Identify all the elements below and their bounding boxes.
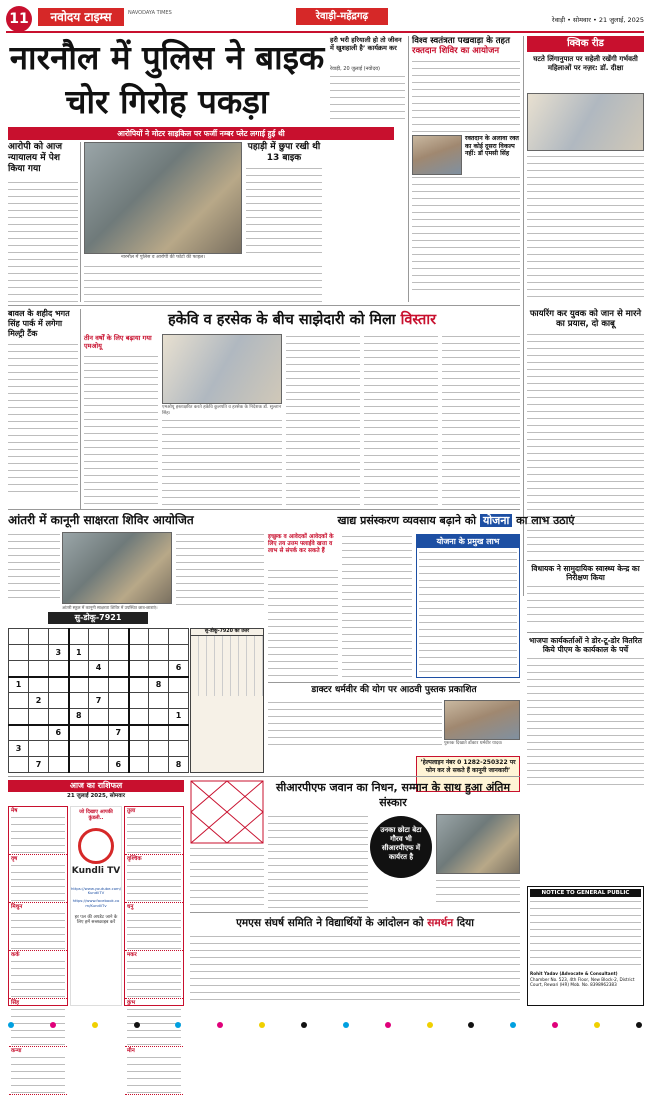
edition-date: रेवाड़ी • सोमवार • 21 जुलाई, 2025 <box>551 16 644 24</box>
poster-subhead: रक्तदान के अलावा रक्त का कोई दूसरा विकल्प नहीं: डॉ एमसी सिंह <box>465 135 519 157</box>
sudoku-cell: 8 <box>149 677 169 693</box>
food-headline-3: का लाभ उठाएं <box>516 514 575 527</box>
lead-headline: नारनौल में पुलिस ने बाइक चोर गिरोह पकड़ा <box>9 38 325 121</box>
sudoku-cell <box>49 629 69 645</box>
rashifal-sign-name: सिंह <box>11 1000 20 1006</box>
sudoku-cell <box>69 757 89 773</box>
rashifal-sign-name: तुला <box>127 808 136 814</box>
bjp-title: भाजपा कार्यकर्ताओं ने डोर-टू-डोर वितरित किये पीएम के कार्यकाल के पर्चे <box>528 636 642 654</box>
health-title: विधायक ने सामुदायिक स्वास्थ्य केन्द्र का निरीक्षण किया <box>531 564 640 582</box>
food-benefits-title: योजना के प्रमुख लाभ <box>417 535 519 548</box>
sudoku-cell <box>69 693 89 709</box>
sudoku-cell <box>149 645 169 661</box>
poster-title-2: रक्तदान शिविर का आयोजन <box>412 46 500 56</box>
rashifal-sign <box>125 951 183 999</box>
kundli-block <box>70 806 122 1006</box>
sudoku-cell <box>89 757 109 773</box>
sudoku-cell: 8 <box>169 757 189 773</box>
rashifal-sign <box>125 807 183 855</box>
poster-photo <box>412 135 462 175</box>
masthead <box>0 0 650 34</box>
health-story <box>527 564 644 630</box>
rashifal-right-col <box>124 806 184 1054</box>
sudoku-cell <box>9 709 29 725</box>
sudoku-cell <box>89 645 109 661</box>
poster-title-1: विश्व स्वतंत्रता पखवाड़ा के तहत <box>412 36 510 46</box>
sudoku-cell <box>129 757 149 773</box>
sudoku-cell <box>109 693 129 709</box>
nsui-headline <box>190 914 520 932</box>
sudoku-cell: 6 <box>169 661 189 677</box>
bjp-story <box>527 636 644 806</box>
sudoku-cell <box>29 629 49 645</box>
sudoku-cell: 8 <box>69 709 89 725</box>
sudoku-cell <box>49 741 69 757</box>
legal-photo <box>62 532 172 604</box>
food-headline <box>268 512 644 530</box>
bawal-title: बावल के शहीद भगत सिंह पार्क में लगेगा मिल्ट्री टैंक <box>8 309 70 338</box>
sudoku-cell <box>69 629 89 645</box>
sudoku-cell: 1 <box>69 645 89 661</box>
color-registration-bar <box>8 1022 642 1030</box>
rashifal-sign <box>9 1047 67 1095</box>
city-label: रेवाड़ी-महेंद्रगढ़ <box>296 8 388 25</box>
food-bullet: इच्छुक व आवेदकों आवेदकों के लिए तय उत्तम फ्लाईवे खत्ता व लाभ से संपर्क कर सकते हैं <box>268 534 334 554</box>
sudoku-cell <box>29 645 49 661</box>
sudoku-cell <box>9 757 29 773</box>
rashifal-sign-name: कुंभ <box>127 1000 136 1006</box>
sudoku-cell <box>89 629 109 645</box>
sudoku-cell: 7 <box>29 757 49 773</box>
kundli-tagline: हर पल की अपडेट जाने के लिए हमें सब्सक्राइब करें <box>74 914 118 926</box>
sudoku-cell <box>69 725 89 741</box>
quick-read <box>527 36 644 302</box>
food-headline-2: योजना <box>480 514 512 527</box>
nsui-headline-3: दिया <box>456 917 474 929</box>
sudoku-cell <box>49 677 69 693</box>
sudoku-row <box>9 741 189 757</box>
sudoku-cell <box>9 629 29 645</box>
sudoku-cell <box>109 645 129 661</box>
lead-strap: आरोपियों ने मोटर साइकिल पर फर्जी नम्बर प्लेट लगाई हुई थी <box>8 127 394 140</box>
sudoku-cell <box>169 725 189 741</box>
paper-name: नवोदय टाइम्स <box>38 8 124 26</box>
sudoku-cell <box>29 741 49 757</box>
rashifal-sign-name: मिथुन <box>11 904 23 910</box>
rashifal-left-col <box>8 806 68 1054</box>
sudoku-cell <box>29 725 49 741</box>
book-photo <box>444 700 520 740</box>
sudoku-cell <box>149 709 169 725</box>
book-title: डाक्टर धर्मवीर की योग पर आठवी पुस्तक प्रकाशित <box>311 685 477 695</box>
sudoku-cell <box>49 709 69 725</box>
crpf-headline: सीआरपीएफ जवान का निधन, सम्मान के साथ हुआ अंतिम संस्कार <box>275 781 511 809</box>
rashifal-sign <box>9 951 67 999</box>
food-benefits-box <box>416 534 520 678</box>
public-notice <box>527 886 644 1006</box>
sudoku-cell <box>129 645 149 661</box>
notice-title: NOTICE TO GENERAL PUBLIC <box>530 889 641 897</box>
sudoku-cell <box>89 677 109 693</box>
sudoku-cell <box>169 741 189 757</box>
kundli-url-1[interactable]: https://www.youtube.com/KundliTV <box>71 885 121 896</box>
sudoku-cell <box>29 677 49 693</box>
sudoku-cell: 2 <box>29 693 49 709</box>
nsui-headline-2: समर्थन <box>427 917 454 929</box>
sudoku-row <box>9 677 189 693</box>
legal-title: आंतरी में कानूनी साक्षरता शिविर आयोजित <box>8 513 194 527</box>
sudoku-cell <box>129 693 149 709</box>
sudoku-cell <box>9 693 29 709</box>
accused-story <box>8 142 78 304</box>
sudoku-cell <box>89 709 109 725</box>
sudoku-cell <box>69 677 89 693</box>
quick-read-photo <box>527 93 644 151</box>
sudoku-grid <box>8 628 189 773</box>
sudoku-answer-label: सु-डोकू-7920 का उत्तर <box>191 629 263 636</box>
rashifal-sign-name: कर्क <box>11 952 20 958</box>
sudoku-cell <box>69 661 89 677</box>
rashifal-sign <box>9 855 67 903</box>
rashifal-sign-name: वृष <box>11 856 18 862</box>
sudoku-answer <box>190 628 264 773</box>
sudoku-cell <box>109 629 129 645</box>
sudoku-cell <box>149 725 169 741</box>
sudoku-cell <box>29 661 49 677</box>
sudoku-cell: 3 <box>9 741 29 757</box>
rashifal-sign-name: मीन <box>127 1048 135 1054</box>
lead-body-bottom <box>84 264 322 304</box>
sudoku-cell <box>49 757 69 773</box>
rashifal-sign-name: धनु <box>127 904 134 910</box>
sudoku-cell <box>129 661 149 677</box>
rashifal-sign-name: कन्या <box>11 1048 22 1054</box>
sudoku-cell <box>109 741 129 757</box>
sudoku-cell <box>129 725 149 741</box>
food-headline-1: खाद्य प्रसंस्करण व्यवसाय बढ़ाने को <box>337 514 477 527</box>
firing-title: फायरिंग कर युवक को जान से मारने का प्रयास, दो काबू <box>529 309 642 329</box>
sudoku-cell: 1 <box>169 709 189 725</box>
mou-headline-2: विस्तार <box>400 312 437 328</box>
rashifal-sign-name: मेष <box>11 808 18 814</box>
legal-photo-caption: आंतरी स्कूल में कानूनी साक्षरता शिविर में उपस्थित छात्र-छात्राएं। <box>62 605 158 610</box>
sudoku-cell <box>149 757 169 773</box>
mou-photo-caption: एमओयू हस्ताक्षरित करते हकेवि कुलपति व हरसेक के निदेशक डॉ. सुल्तान सिंह। <box>162 405 282 416</box>
quote-headline: हरी भरी हरियाली हो तो जीवन में खुशहाली है’ कार्यक्रम कर <box>330 36 402 52</box>
accused-title: आरोपी को आज न्यायालय में पेश किया गया <box>8 142 63 174</box>
sudoku-cell: 1 <box>9 677 29 693</box>
lead-photo-caption: नारनौल में पुलिस व आरोपी की फोटो की फाइल। <box>120 255 206 260</box>
quote-dateline: रेवाड़ी, 20 जुलाई (नवोदय) <box>330 66 380 72</box>
crpf-photo <box>436 814 520 874</box>
sudoku-cell <box>169 629 189 645</box>
sudoku-cell: 7 <box>89 693 109 709</box>
sudoku-cell: 3 <box>49 645 69 661</box>
masthead-rule <box>6 31 644 33</box>
sudoku-cell <box>129 677 149 693</box>
sudoku-cell <box>9 661 29 677</box>
kundli-subtitle: जो दिखाए आपकी कुंडली.. <box>79 809 113 822</box>
sudoku-cell <box>149 693 169 709</box>
page-number: 11 <box>6 6 32 32</box>
sudoku-cell: 6 <box>109 757 129 773</box>
sudoku-cell: 4 <box>89 661 109 677</box>
sudoku-cell <box>9 725 29 741</box>
mou-headline <box>84 309 520 331</box>
quick-read-label: क्विक रीड <box>527 36 644 52</box>
nsui-headline-1: एमएस संघर्ष समिति ने विद्यार्थियों के आंदोलन को <box>236 917 424 929</box>
sudoku-cell <box>169 645 189 661</box>
sudoku-cell <box>149 741 169 757</box>
sudoku-cell <box>49 693 69 709</box>
sudoku-cell <box>89 725 109 741</box>
mou-photo <box>162 334 282 404</box>
sudoku-cell <box>29 709 49 725</box>
lead-subhead: पहाड़ी में छुपा रखी थी 13 बाइक <box>247 142 321 163</box>
sudoku-cell: 6 <box>49 725 69 741</box>
lead-photo <box>84 142 242 254</box>
sudoku-cell <box>129 629 149 645</box>
sudoku-cell <box>69 741 89 757</box>
sudoku-row <box>9 629 189 645</box>
sudoku-row <box>9 757 189 773</box>
sudoku-row <box>9 645 189 661</box>
sudoku-cell <box>109 677 129 693</box>
sudoku-cell: 7 <box>109 725 129 741</box>
kundli-logo-icon <box>78 828 114 864</box>
sudoku-row <box>9 725 189 741</box>
sudoku-cell <box>149 629 169 645</box>
rashifal-title: आज का राशिफल <box>8 780 184 792</box>
rashifal-sign-name: मकर <box>127 952 137 958</box>
sudoku-cell <box>149 661 169 677</box>
poster-story <box>412 36 520 302</box>
rashifal-sign <box>9 807 67 855</box>
bawal-story <box>8 309 78 509</box>
sudoku-cell <box>89 741 109 757</box>
sudoku-cell <box>109 709 129 725</box>
sudoku-cell <box>169 693 189 709</box>
sudoku-row <box>9 693 189 709</box>
paper-name-small: NAVODAYA TIMES <box>128 10 172 16</box>
sudoku-cell <box>49 661 69 677</box>
mou-headline-1: हकेवि व हरसेक के बीच साझेदारी को मिला <box>167 312 396 328</box>
rashifal-date: 21 जुलाई 2025, सोमवार <box>67 793 125 799</box>
kundli-url-2[interactable]: https://www.facebook.com/KundliTv <box>72 898 120 908</box>
sudoku-cell <box>109 661 129 677</box>
sudoku-cell <box>9 645 29 661</box>
sudoku-cell <box>129 709 149 725</box>
rashifal-sign <box>125 855 183 903</box>
sudoku-cell <box>169 677 189 693</box>
sudoku-title: सु-डोकू-7921 <box>48 612 148 624</box>
rashifal-sign <box>125 1047 183 1095</box>
kundli-brand: Kundli TV <box>71 865 121 876</box>
quote-story <box>330 36 405 126</box>
rashifal-sign <box>125 903 183 951</box>
helpline-box: ’हेल्पलाइन नंबर 0 1282-250322 पर फोन कर ले सकते हैं कानूनी जानकारी’ <box>416 756 520 792</box>
mou-bullet: तीन वर्षों के लिए बढ़ाया गया एमओयू <box>84 334 152 350</box>
notice-address: Chamber No. 523, 4th Floor, New Block-2, District Court, Rewari (HR) Mob. No. 8398962383 <box>530 976 635 987</box>
rashifal-sign <box>9 903 67 951</box>
quick-read-headline: घटते लिंगानुपात पर सहेली रखेंगी गर्भवती महिलाओं पर नज़र: डॉ. दीक्षा <box>533 55 638 72</box>
crpf-bubble: उनका छोटा बेटा गौरव भी सीआरपीएफ में कार्यरत है <box>370 816 432 878</box>
book-photo-caption: पुस्तक दिखाते डॉक्टर धर्मवीर यादव। <box>444 741 503 746</box>
notice-signer: Rohit Yadav (Advocate & Consultant) <box>530 971 618 976</box>
lead-body-right <box>246 166 322 254</box>
sudoku-cell <box>129 741 149 757</box>
rashifal-sign-name: वृश्चिक <box>127 856 142 862</box>
sudoku-row <box>9 661 189 677</box>
sudoku-row <box>9 709 189 725</box>
